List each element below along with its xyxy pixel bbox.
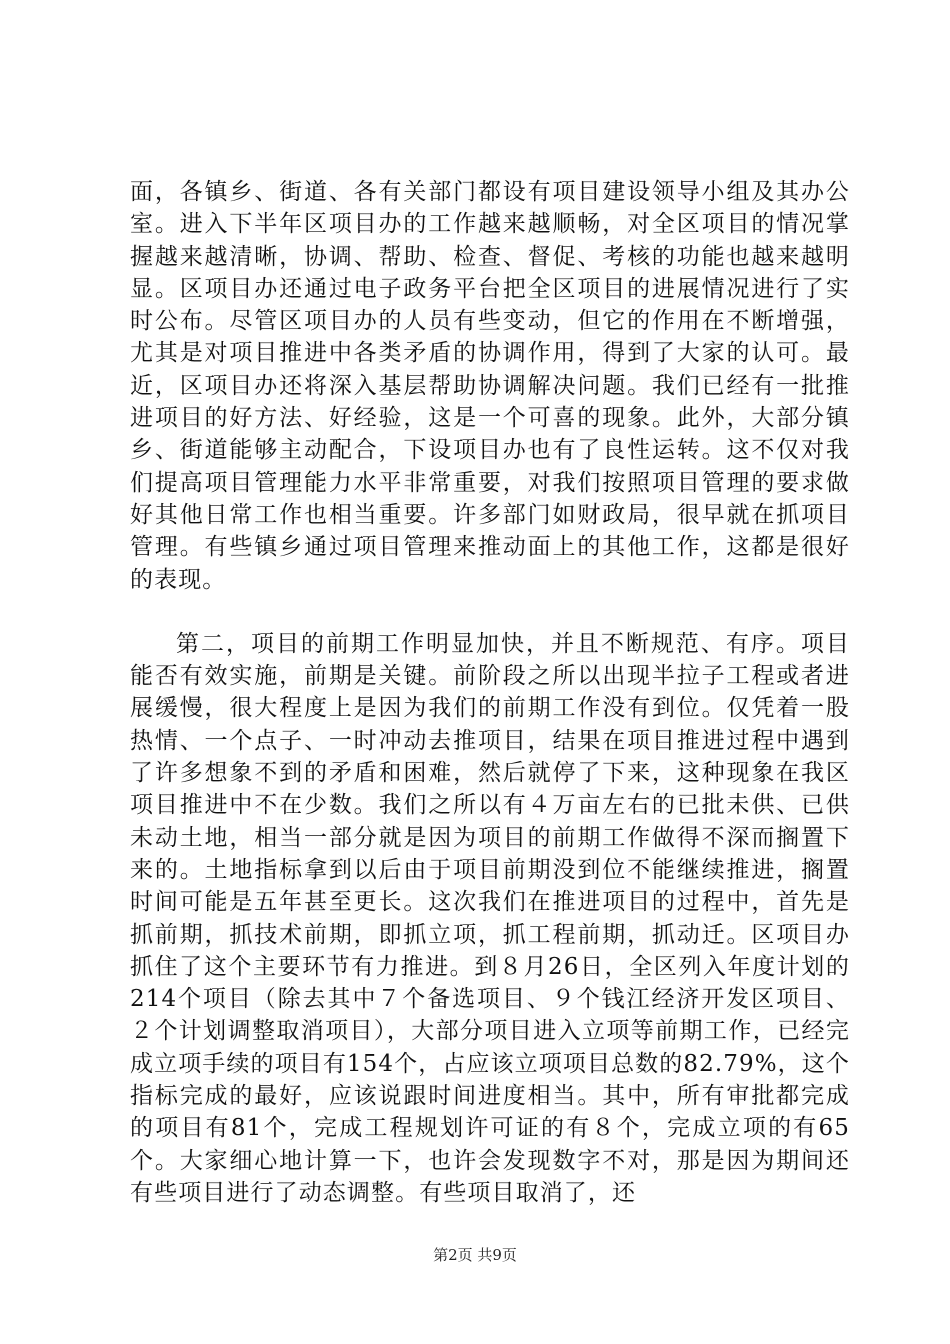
document-body (130, 176, 850, 1209)
paragraph-second-point: 第二，项目的前期工作明显加快，并且不断规范、有序。项目能否有效实施，前期是关键。前阶段之所以出现半拉子工程或者进展缓慢，很大程度上是因为我们的前期工作没有到位。仅凭着一股热情、一个点子、一时冲动去推项目，结果在项目推进过程中遇到了许多想象不到的矛盾和困难，然后就停了下来，这种现象在我区项目推进中不在少数。我们之所以有４万亩左右的已批未供、已供未动土地，相当一部分就是因为项目的前期工作做得不深而搁置下来的。土地指标拿到以后由于项目前期没到位不能继续推进，搁置时间可能是五年甚至更长。这次我们在推进项目的过程中，首先是抓前期，抓技术前期，即抓立项，抓工程前期，抓动迁。区项目办抓住了这个主要环节有力推进。到８月26日，全区列入年度计划的214个项目（除去其中７个备选项目、９个钱江经济开发区项目、２个计划调整取消项目），大部分项目进入立项等前期工作，已经完成立项手续的项目有154个，占应该立项项目总数的82.79%，这个指标完成的最好，应该说跟时间进度相当。其中，所有审批都完成的项目有81个，完成工程规划许可证的有８个，完成立项的有65个。大家细心地计算一下，也许会发现数字不对，那是因为期间还有些项目进行了动态调整。有些项目取消了，还 (130, 630, 850, 1206)
page-number-footer: 第2页 共9页 (433, 1246, 517, 1264)
paragraph-continuation: 面，各镇乡、街道、各有关部门都设有项目建设领导小组及其办公室。进入下半年区项目办的工作越来越顺畅，对全区项目的情况掌握越来越清晰，协调、帮助、检查、督促、考核的功能也越来越明显。区项目办还通过电子政务平台把全区项目的进展情况进行了实时公布。尽管区项目办的人员有些变动，但它的作用在不断增强，尤其是对项目推进中各类矛盾的协调作用，得到了大家的认可。最近，区项目办还将深入基层帮助协调解决问题。我们已经有一批推进项目的好方法、好经验，这是一个可喜的现象。此外，大部分镇乡、街道能够主动配合，下设项目办也有了良性运转。这不仅对我们提高项目管理能力水平非常重要，对我们按照项目管理的要求做好其他日常工作也相当重要。许多部门如财政局，很早就在抓项目管理。有些镇乡通过项目管理来推动面上的其他工作，这都是很好的表现。 (130, 179, 850, 593)
